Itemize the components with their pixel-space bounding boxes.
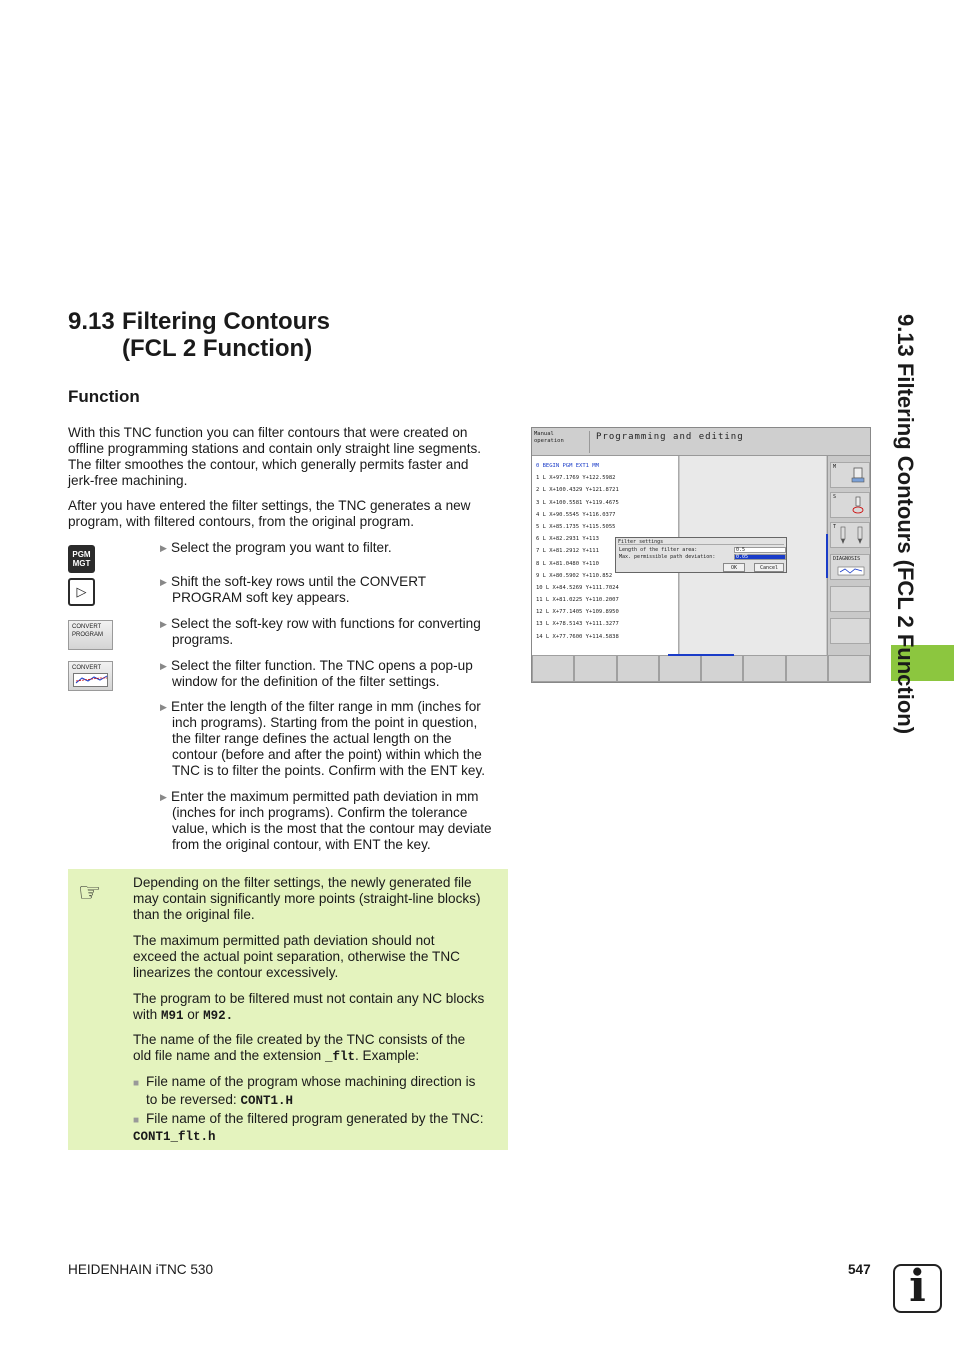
square-bullet-icon: ■	[133, 1078, 140, 1089]
softkey-slot[interactable]	[828, 655, 870, 682]
softkey-slot[interactable]	[617, 655, 659, 682]
section-title-line2: (FCL 2 Function)	[122, 335, 313, 362]
m-softkey[interactable]: M	[830, 462, 870, 488]
softkey-slot[interactable]	[659, 655, 701, 682]
key-label: MGT	[72, 559, 91, 568]
softkey-slot[interactable]	[701, 655, 743, 682]
tnc-active-row-indicator	[826, 534, 828, 578]
step-enter-filter-length: ▶ Enter the length of the filter range in mm (inches for inch programs). Starting from the point in question, the filter range defines the actual length on the contour (before and after the point) within which the TNC is to filter the points. Confirm with the ENT key.	[160, 699, 486, 778]
step-shift-softkey-rows: ▶ Shift the soft-key rows until the CONVERT PROGRAM soft key appears.	[160, 574, 427, 605]
tnc-horizontal-softkeys	[532, 655, 870, 682]
triangle-bullet-icon: ▶	[160, 702, 167, 712]
triangle-bullet-icon: ▶	[160, 661, 167, 671]
note-paragraph-3: The program to be filtered must not contain any NC blocks with M91 or M92.	[133, 991, 485, 1023]
note-paragraph-2: The maximum permitted path deviation should not exceed the actual point separation, otherwise the TNC linearizes the contour excessively.	[133, 933, 460, 980]
section-title	[68, 308, 330, 362]
pointing-hand-icon: ☞	[78, 877, 102, 907]
diagnosis-icon	[837, 566, 865, 576]
step-select-softkey-row: ▶ Select the soft-key row with functions for converting programs.	[160, 616, 481, 647]
filter-length-input[interactable]: 0.5	[734, 547, 786, 553]
program-line: 14 L X+77.7600 Y+114.5838	[536, 633, 619, 640]
program-line: 7 L X+81.2912 Y+111	[536, 548, 599, 555]
text-line: offline programming stations and contain only straight line segments.	[68, 441, 482, 456]
program-line: 4 L X+90.5545 Y+116.0377	[536, 511, 616, 518]
text-line: program, with filtered contours, from the original program.	[68, 514, 415, 529]
blank-vertical-softkey[interactable]	[830, 618, 870, 644]
triangle-bullet-icon: ▶	[160, 543, 167, 553]
info-icon: i	[893, 1264, 942, 1313]
step-enter-path-deviation: ▶ Enter the maximum permitted path deviation in mm (inches for inch programs). Confirm the tolerance value, which is the most that the contour may deviate from the original contour, with ENT the key.	[160, 789, 492, 852]
triangle-bullet-icon: ▶	[160, 577, 167, 587]
softkey-slot[interactable]	[574, 655, 616, 682]
program-line: 6 L X+82.2931 Y+113	[536, 536, 599, 543]
subheading-function: Function	[68, 387, 140, 406]
program-line: 12 L X+77.1405 Y+109.8950	[536, 609, 619, 616]
triangle-bullet-icon: ▶	[160, 619, 167, 629]
program-line: 2 L X+100.4329 Y+121.8721	[536, 487, 619, 494]
program-line: 10 L X+84.5269 Y+111.7024	[536, 584, 619, 591]
note-paragraph-4: The name of the file created by the TNC consists of the old file name and the extension _flt. Example:	[133, 1032, 466, 1064]
text-line: jerk-free machining.	[68, 473, 188, 488]
s-softkey[interactable]: S	[830, 492, 870, 518]
text-line: After you have entered the filter settings, the TNC generates a new	[68, 498, 471, 513]
ok-button[interactable]: OK	[723, 563, 745, 572]
section-number: 9.13	[68, 308, 115, 335]
code-m91: M91	[160, 1009, 184, 1023]
tnc-vertical-softkeys	[827, 456, 870, 655]
code-cont1-h: CONT1.H	[240, 1094, 293, 1108]
key-label: PGM	[72, 550, 91, 559]
diagnosis-softkey[interactable]: DIAGNOSIS	[830, 554, 870, 580]
spindle-icon	[851, 467, 865, 483]
step-select-program: ▶ Select the program you want to filter.	[160, 540, 392, 555]
program-line: 11 L X+81.0225 Y+110.2007	[536, 597, 619, 604]
tnc-mode-programming: Programming and editing	[596, 432, 744, 442]
note-paragraph-1: Depending on the filter settings, the newly generated file may contain significantly more points (straight-line blocks) than the original file.	[133, 875, 481, 922]
text-line: The filter smoothes the contour, which generally permits faster and	[68, 457, 469, 472]
program-line: 1 L X+97.1769 Y+122.5982	[536, 475, 616, 482]
softkey-label: PROGRAM	[72, 632, 104, 638]
square-bullet-icon: ■	[133, 1115, 140, 1126]
cancel-button[interactable]: Cancel	[754, 563, 784, 572]
intro-paragraph-2	[68, 498, 510, 530]
section-title-line1: Filtering Contours	[122, 308, 330, 335]
program-line: 3 L X+100.5581 Y+119.4675	[536, 499, 619, 506]
note-bullet-1: ■ File name of the program whose machining direction is to be reversed: CONT1.H	[133, 1074, 476, 1108]
tnc-header	[532, 428, 870, 456]
softkey-slot[interactable]	[786, 655, 828, 682]
program-line: 13 L X+78.5143 Y+111.3277	[536, 621, 619, 628]
note-bullet-2: ■ File name of the filtered program generated by the TNC: CONT1_flt.h	[133, 1111, 501, 1145]
filter-settings-dialog	[615, 537, 787, 573]
softkey-row-indicator	[668, 654, 734, 656]
note-box	[68, 869, 508, 1150]
footer-product: HEIDENHAIN iTNC 530	[68, 1262, 214, 1277]
softkey-slot[interactable]	[532, 655, 574, 682]
code-flt-extension: _flt	[324, 1050, 355, 1064]
spindle-speed-icon	[851, 496, 865, 514]
softkey-label: CONVERT	[72, 665, 102, 671]
program-line: 8 L X+81.0480 Y+110	[536, 560, 599, 567]
step-select-filter-function: ▶ Select the filter function. The TNC opens a pop-up window for the definition of the filter settings.	[160, 658, 473, 689]
convert-filter-softkey-icon	[68, 661, 113, 691]
program-line: 5 L X+85.1735 Y+115.5055	[536, 523, 616, 530]
side-running-title: 9.13 Filtering Contours (FCL 2 Function)	[893, 313, 918, 735]
t-softkey[interactable]: T	[830, 522, 870, 548]
program-line: 9 L X+80.5902 Y+110.852	[536, 572, 613, 579]
convert-program-softkey-icon	[68, 620, 113, 650]
text-line: With this TNC function you can filter contours that were created on	[68, 425, 468, 440]
tnc-mode-manual: Manual operation	[534, 431, 590, 453]
page-number: 547	[848, 1262, 871, 1277]
softkey-slot[interactable]	[743, 655, 785, 682]
program-line: 0 BEGIN PGM EXT1 MM	[536, 463, 599, 469]
code-m92: M92.	[203, 1009, 234, 1023]
intro-paragraph-1	[68, 425, 510, 489]
softkey-label: CONVERT	[72, 624, 102, 630]
code-cont1-flt-h: CONT1_flt.h	[133, 1130, 216, 1144]
next-row-arrow-key-icon: ▷	[68, 578, 113, 606]
path-deviation-input[interactable]: 0.05	[734, 554, 786, 560]
blank-vertical-softkey[interactable]	[830, 586, 870, 612]
filter-length-label: Length of the filter area:	[619, 547, 698, 553]
tool-icon	[838, 526, 866, 546]
filter-contour-icon	[73, 673, 108, 687]
pgm-mgt-key-icon	[68, 545, 113, 573]
triangle-bullet-icon: ▶	[160, 792, 167, 802]
path-deviation-label: Max. permissible path deviation:	[619, 554, 716, 560]
tnc-screenshot	[531, 427, 871, 683]
dialog-title: Filter settings	[618, 539, 784, 545]
